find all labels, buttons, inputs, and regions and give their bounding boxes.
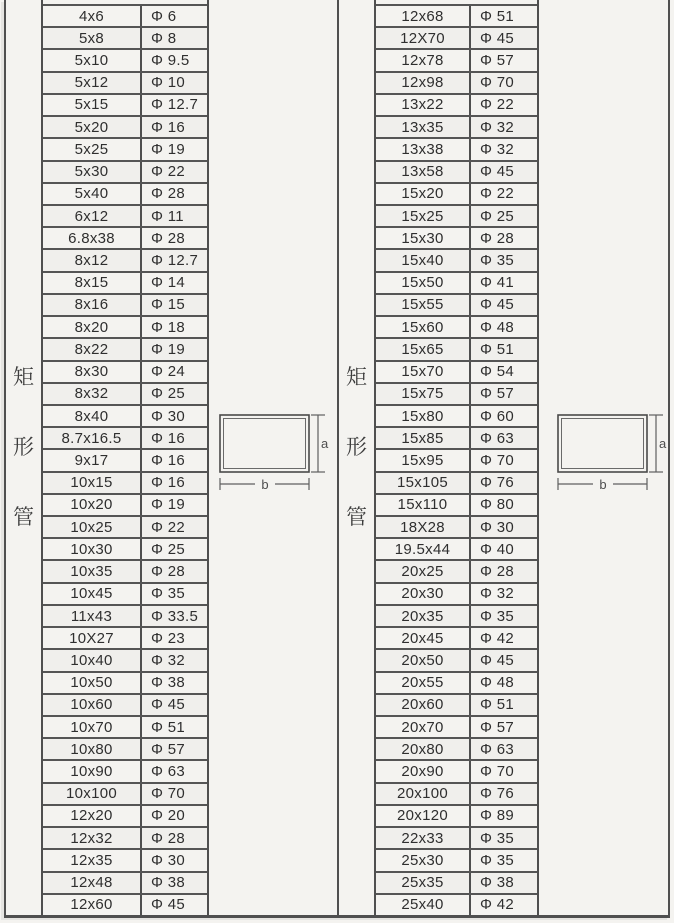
- diagram-column-left: [209, 0, 337, 915]
- phi-cell: Φ 24: [151, 363, 186, 381]
- phi-cell: Φ 89: [480, 807, 515, 825]
- phi-cell: Φ 15: [151, 296, 186, 314]
- table-row: [376, 895, 537, 915]
- size-cell: 6.8x38: [43, 228, 142, 248]
- phi-cell: Φ 51: [151, 718, 186, 736]
- phi-cell: Φ 70: [151, 785, 186, 803]
- size-cell: 20x55: [376, 673, 471, 693]
- table-row: [376, 184, 537, 206]
- size-cell: 8x16: [43, 295, 142, 315]
- table-row: [376, 384, 537, 406]
- size-cell: 15x110: [376, 495, 471, 515]
- category-label-left: [6, 0, 43, 915]
- phi-cell: Φ 76: [480, 785, 515, 803]
- table-row: [376, 584, 537, 606]
- phi-cell: Φ 6: [151, 7, 177, 25]
- size-cell: 25x40: [376, 895, 471, 915]
- table-row: [376, 539, 537, 561]
- table-row: [43, 406, 207, 428]
- size-cell: 22x33: [376, 828, 471, 848]
- table-row: [376, 761, 537, 783]
- size-cell: 25x35: [376, 873, 471, 893]
- table-row: [376, 250, 537, 272]
- table-row: [43, 295, 207, 317]
- size-cell: 10x45: [43, 584, 142, 604]
- table-row: [43, 895, 207, 915]
- size-cell: 10x70: [43, 717, 142, 737]
- size-cell: 20x50: [376, 650, 471, 670]
- size-cell: 12x78: [376, 50, 471, 70]
- phi-cell: Φ 32: [480, 140, 515, 158]
- phi-cell: Φ 38: [151, 674, 186, 692]
- table-row: [376, 739, 537, 761]
- table-row: [376, 495, 537, 517]
- phi-cell: Φ 45: [151, 696, 186, 714]
- phi-cell: Φ 51: [480, 340, 515, 358]
- table-row: [43, 650, 207, 672]
- phi-cell: Φ 19: [151, 340, 186, 358]
- phi-cell: Φ 10: [151, 74, 186, 92]
- table-row: [43, 561, 207, 583]
- category-char: 矩: [346, 364, 367, 389]
- table-row: [43, 273, 207, 295]
- table-row: [43, 250, 207, 272]
- size-cell: 15x70: [376, 362, 471, 382]
- size-cell: 5x25: [43, 139, 142, 159]
- phi-cell: Φ 45: [480, 296, 515, 314]
- table-row: [376, 50, 537, 72]
- phi-cell: Φ 35: [480, 829, 515, 847]
- table-row: [376, 162, 537, 184]
- table-row: [43, 806, 207, 828]
- size-cell: 10x40: [43, 650, 142, 670]
- table-row: [43, 761, 207, 783]
- phi-cell: Φ 57: [480, 52, 515, 70]
- table-row: [376, 206, 537, 228]
- size-cell: 10X27: [43, 628, 142, 648]
- size-cell: 4x6: [43, 6, 142, 26]
- size-cell: 5x40: [43, 184, 142, 204]
- phi-cell: Φ 40: [480, 540, 515, 558]
- size-cell: 20x35: [376, 606, 471, 626]
- dim-a-label: a: [659, 436, 667, 451]
- tube-inner-outline: [562, 419, 644, 469]
- size-cell: 12x48: [43, 873, 142, 893]
- category-char: 矩: [13, 364, 34, 389]
- size-cell: 15x95: [376, 450, 471, 470]
- table-row: [43, 6, 207, 28]
- size-cell: 15x65: [376, 339, 471, 359]
- table-row: [376, 650, 537, 672]
- table-row: [376, 673, 537, 695]
- size-cell: 12x32: [43, 828, 142, 848]
- table-row: [376, 228, 537, 250]
- table-row: [43, 784, 207, 806]
- phi-cell: Φ 76: [480, 474, 515, 492]
- size-cell: 5x20: [43, 117, 142, 137]
- table-row: [43, 117, 207, 139]
- table-row: [43, 473, 207, 495]
- phi-cell: Φ 57: [480, 385, 515, 403]
- left-table-rows: [43, 0, 209, 915]
- phi-cell: Φ 42: [480, 896, 515, 914]
- size-cell: 8x12: [43, 250, 142, 270]
- size-cell: 10x15: [43, 473, 142, 493]
- size-cell: 15x55: [376, 295, 471, 315]
- size-cell: 15x30: [376, 228, 471, 248]
- size-cell: 10x30: [43, 539, 142, 559]
- table-row: [376, 28, 537, 50]
- category-char: 管: [346, 504, 367, 529]
- phi-cell: Φ 70: [480, 451, 515, 469]
- phi-cell: Φ 28: [151, 185, 186, 203]
- phi-cell: Φ 35: [151, 585, 186, 603]
- phi-cell: Φ 33.5: [151, 607, 199, 625]
- dim-b-label: b: [599, 477, 607, 492]
- phi-cell: Φ 48: [480, 318, 515, 336]
- phi-cell: Φ 20: [151, 807, 186, 825]
- size-cell: 12x20: [43, 806, 142, 826]
- phi-cell: Φ 23: [151, 629, 186, 647]
- phi-cell: Φ 14: [151, 274, 186, 292]
- size-cell: 20x70: [376, 717, 471, 737]
- diagram-column-right: [539, 0, 668, 915]
- table-row: [376, 828, 537, 850]
- size-cell: 15x75: [376, 384, 471, 404]
- table-row: [43, 873, 207, 895]
- table-row: [43, 73, 207, 95]
- size-cell: 20x25: [376, 561, 471, 581]
- size-cell: 15x25: [376, 206, 471, 226]
- table-row: [376, 806, 537, 828]
- table-row: [376, 717, 537, 739]
- table-row: [43, 606, 207, 628]
- table-row: [376, 561, 537, 583]
- table-row: [376, 517, 537, 539]
- size-cell: 10x50: [43, 673, 142, 693]
- table-row: [376, 95, 537, 117]
- tube-outer-outline: [220, 415, 309, 472]
- phi-cell: Φ 30: [151, 407, 186, 425]
- phi-cell: Φ 32: [480, 585, 515, 603]
- size-cell: 10x90: [43, 761, 142, 781]
- phi-cell: Φ 16: [151, 118, 186, 136]
- category-char: 形: [346, 434, 367, 459]
- phi-cell: Φ 63: [151, 763, 186, 781]
- table-row: [43, 584, 207, 606]
- table-row: [43, 206, 207, 228]
- phi-cell: Φ 28: [480, 563, 515, 581]
- phi-cell: Φ 70: [480, 74, 515, 92]
- phi-cell: Φ 28: [151, 829, 186, 847]
- phi-cell: Φ 51: [480, 7, 515, 25]
- table-row: [376, 628, 537, 650]
- size-cell: 15x20: [376, 184, 471, 204]
- size-cell: 5x30: [43, 162, 142, 182]
- spec-sheet: [4, 0, 670, 918]
- phi-cell: Φ 30: [480, 518, 515, 536]
- phi-cell: Φ 32: [480, 118, 515, 136]
- phi-cell: Φ 42: [480, 629, 515, 647]
- size-cell: 10x80: [43, 739, 142, 759]
- tube-cross-section-diagram: [553, 405, 674, 497]
- table-row: [43, 228, 207, 250]
- size-cell: 20x80: [376, 739, 471, 759]
- table-row: [376, 606, 537, 628]
- phi-cell: Φ 51: [480, 696, 515, 714]
- table-row: [376, 873, 537, 895]
- size-cell: 6x12: [43, 206, 142, 226]
- phi-cell: Φ 63: [480, 740, 515, 758]
- phi-cell: Φ 28: [480, 229, 515, 247]
- size-cell: 8.7x16.5: [43, 428, 142, 448]
- size-cell: 20x45: [376, 628, 471, 648]
- phi-cell: Φ 25: [480, 207, 515, 225]
- table-row: [376, 295, 537, 317]
- table-row: [376, 339, 537, 361]
- size-cell: 10x25: [43, 517, 142, 537]
- phi-cell: Φ 57: [151, 740, 186, 758]
- phi-cell: Φ 18: [151, 318, 186, 336]
- size-cell: 13x35: [376, 117, 471, 137]
- right-table-group: [339, 0, 668, 915]
- size-cell: 12x68: [376, 6, 471, 26]
- phi-cell: Φ 48: [480, 674, 515, 692]
- size-cell: 13x22: [376, 95, 471, 115]
- table-row: [43, 28, 207, 50]
- phi-cell: Φ 8: [151, 29, 177, 47]
- phi-cell: Φ 25: [151, 385, 186, 403]
- table-row: [43, 628, 207, 650]
- size-cell: 8x32: [43, 384, 142, 404]
- phi-cell: Φ 35: [480, 851, 515, 869]
- tube-inner-outline: [224, 419, 306, 469]
- table-row: [43, 695, 207, 717]
- table-row: [43, 384, 207, 406]
- size-cell: 8x22: [43, 339, 142, 359]
- category-char: 形: [13, 434, 34, 459]
- phi-cell: Φ 45: [480, 651, 515, 669]
- size-cell: 12X70: [376, 28, 471, 48]
- table-row: [43, 139, 207, 161]
- size-cell: 20x60: [376, 695, 471, 715]
- phi-cell: Φ 54: [480, 363, 515, 381]
- size-cell: 20x100: [376, 784, 471, 804]
- phi-cell: Φ 35: [480, 607, 515, 625]
- phi-cell: Φ 22: [480, 185, 515, 203]
- size-cell: 10x20: [43, 495, 142, 515]
- size-cell: 15x50: [376, 273, 471, 293]
- size-cell: 8x40: [43, 406, 142, 426]
- size-cell: 8x20: [43, 317, 142, 337]
- size-cell: 9x17: [43, 450, 142, 470]
- size-cell: 15x60: [376, 317, 471, 337]
- table-row: [43, 539, 207, 561]
- size-cell: 5x10: [43, 50, 142, 70]
- size-cell: 19.5x44: [376, 539, 471, 559]
- table-row: [43, 517, 207, 539]
- table-row: [43, 739, 207, 761]
- phi-cell: Φ 45: [480, 29, 515, 47]
- phi-cell: Φ 63: [480, 429, 515, 447]
- table-row: [43, 184, 207, 206]
- size-cell: 20x90: [376, 761, 471, 781]
- phi-cell: Φ 28: [151, 563, 186, 581]
- phi-cell: Φ 70: [480, 763, 515, 781]
- left-table-group: [6, 0, 339, 915]
- table-row: [43, 162, 207, 184]
- phi-cell: Φ 9.5: [151, 52, 190, 70]
- table-row: [43, 828, 207, 850]
- phi-cell: Φ 38: [151, 874, 186, 892]
- table-row: [376, 428, 537, 450]
- table-row: [376, 784, 537, 806]
- table-row: [43, 673, 207, 695]
- size-cell: 12x60: [43, 895, 142, 915]
- phi-cell: Φ 12.7: [151, 252, 199, 270]
- table-row: [43, 362, 207, 384]
- phi-cell: Φ 32: [151, 651, 186, 669]
- table-row: [376, 473, 537, 495]
- size-cell: 5x8: [43, 28, 142, 48]
- table-row: [376, 6, 537, 28]
- phi-cell: Φ 16: [151, 429, 186, 447]
- table-row: [43, 50, 207, 72]
- phi-cell: Φ 45: [151, 896, 186, 914]
- table-row: [376, 317, 537, 339]
- table-row: [376, 73, 537, 95]
- size-cell: 12x98: [376, 73, 471, 93]
- table-row: [43, 495, 207, 517]
- size-cell: 13x58: [376, 162, 471, 182]
- phi-cell: Φ 30: [151, 851, 186, 869]
- size-cell: 13x38: [376, 139, 471, 159]
- category-char: 管: [13, 504, 34, 529]
- phi-cell: Φ 80: [480, 496, 515, 514]
- table-row: [43, 450, 207, 472]
- size-cell: 5x12: [43, 73, 142, 93]
- tube-outer-outline: [558, 415, 647, 472]
- tube-cross-section-diagram: [215, 405, 337, 497]
- size-cell: 20x30: [376, 584, 471, 604]
- table-row: [376, 850, 537, 872]
- size-cell: 10x35: [43, 561, 142, 581]
- size-cell: 18X28: [376, 517, 471, 537]
- phi-cell: Φ 41: [480, 274, 515, 292]
- phi-cell: Φ 45: [480, 163, 515, 181]
- right-table-rows: [376, 0, 539, 915]
- phi-cell: Φ 22: [151, 163, 186, 181]
- table-row: [43, 717, 207, 739]
- phi-cell: Φ 22: [151, 518, 186, 536]
- size-cell: 11x43: [43, 606, 142, 626]
- phi-cell: Φ 57: [480, 718, 515, 736]
- dim-a-label: a: [321, 436, 329, 451]
- size-cell: 15x80: [376, 406, 471, 426]
- size-cell: 20x120: [376, 806, 471, 826]
- phi-cell: Φ 11: [151, 207, 184, 225]
- phi-cell: Φ 28: [151, 229, 186, 247]
- table-row: [376, 695, 537, 717]
- phi-cell: Φ 16: [151, 474, 186, 492]
- size-cell: 12x35: [43, 850, 142, 870]
- size-cell: 15x105: [376, 473, 471, 493]
- table-row: [43, 339, 207, 361]
- table-row: [43, 428, 207, 450]
- category-label-right: [339, 0, 376, 915]
- table-row: [376, 450, 537, 472]
- dim-b-label: b: [261, 477, 269, 492]
- size-cell: 8x15: [43, 273, 142, 293]
- phi-cell: Φ 35: [480, 252, 515, 270]
- table-row: [376, 406, 537, 428]
- table-row: [376, 139, 537, 161]
- size-cell: 25x30: [376, 850, 471, 870]
- size-cell: 5x15: [43, 95, 142, 115]
- phi-cell: Φ 19: [151, 496, 186, 514]
- table-row: [376, 362, 537, 384]
- phi-cell: Φ 19: [151, 140, 186, 158]
- table-row: [376, 117, 537, 139]
- table-row: [43, 850, 207, 872]
- table-row: [376, 273, 537, 295]
- phi-cell: Φ 16: [151, 451, 186, 469]
- phi-cell: Φ 22: [480, 96, 515, 114]
- table-row: [43, 95, 207, 117]
- size-cell: 10x60: [43, 695, 142, 715]
- size-cell: 15x85: [376, 428, 471, 448]
- size-cell: 8x30: [43, 362, 142, 382]
- phi-cell: Φ 60: [480, 407, 515, 425]
- table-row: [43, 317, 207, 339]
- size-cell: 10x100: [43, 784, 142, 804]
- phi-cell: Φ 12.7: [151, 96, 199, 114]
- phi-cell: Φ 25: [151, 540, 186, 558]
- phi-cell: Φ 38: [480, 874, 515, 892]
- size-cell: 15x40: [376, 250, 471, 270]
